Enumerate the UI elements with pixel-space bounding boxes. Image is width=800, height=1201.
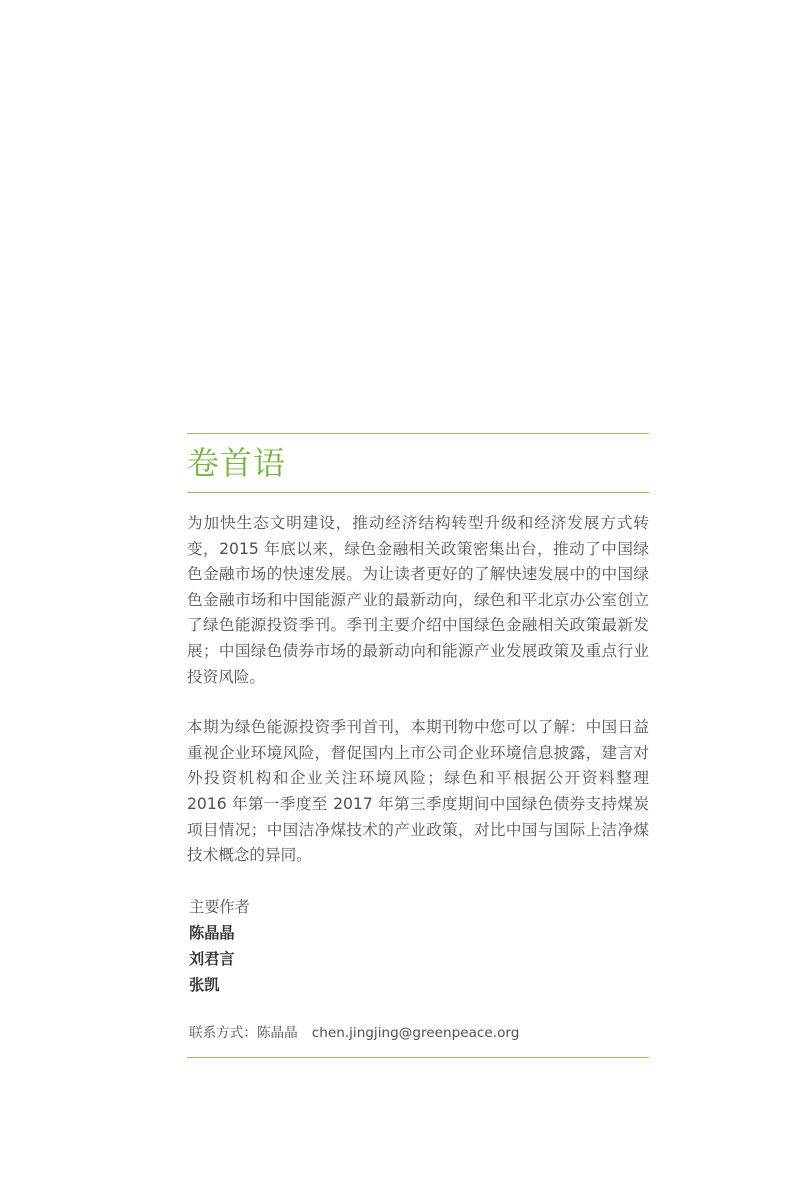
authors-block	[187, 895, 649, 998]
top-divider	[187, 433, 649, 434]
author-name: 张凯	[189, 975, 220, 994]
author-name: 陈晶晶	[189, 923, 235, 942]
authors-label: 主要作者	[189, 897, 250, 916]
contact-line	[187, 1023, 649, 1043]
contact-email[interactable]: chen.jingjing@greenpeace.org	[311, 1024, 520, 1041]
intro-paragraph: 为加快生态文明建设，推动经济结构转型升级和经济发展方式转变，2015 年底以来，绿色金融相关政策密集出台，推动了中国绿色金融市场的快速发展。为让读者更好的了解快速发展中的中国绿色金融市场和中国能源产业的最新动向，绿色和平北京办公室创立了绿色能源投资季刊。季刊主要介绍中国绿色金融相关政策最新发展；中国绿色债券市场的最新动向和能源产业发展政策及重点行业投资风险。	[187, 514, 649, 686]
contact-label: 联系方式：陈晶晶	[189, 1024, 298, 1041]
foreword-section	[187, 433, 649, 1058]
title-divider	[187, 492, 649, 493]
bottom-divider	[187, 1057, 649, 1058]
section-title: 卷首语	[187, 444, 287, 482]
author-name: 刘君言	[189, 949, 235, 968]
issue-paragraph: 本期为绿色能源投资季刊首刊，本期刊物中您可以了解：中国日益重视企业环境风险，督促国内上市公司企业环境信息披露，建言对外投资机构和企业关注环境风险；绿色和平根据公开资料整理 2016 年第一季度至 2017 年第三季度期间中国绿色债券支持煤炭项目情况；中国洁净煤技术的产业政策，对比中国与国际上洁净煤技术概念的异同。	[187, 718, 649, 865]
